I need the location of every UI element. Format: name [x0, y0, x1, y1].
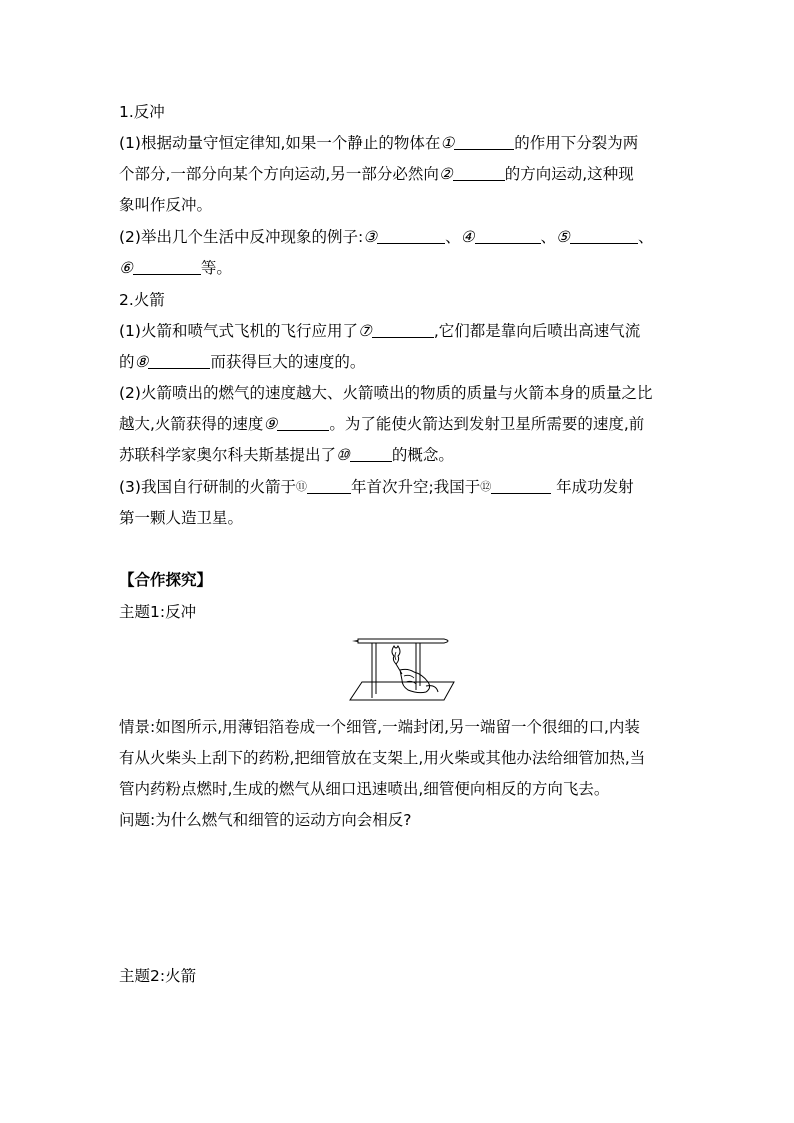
section2-heading: 2.火箭	[119, 291, 165, 309]
section1-heading: 1.反冲	[119, 103, 165, 121]
blank-7[interactable]	[372, 321, 434, 338]
scenario-line2: 有从火柴头上刮下的药粉,把细管放在支架上,用火柴或其他办法给细管加热,当	[119, 749, 646, 767]
section1-p1-line2: 个部分,一部分向某个方向运动,另一部分必然向② 的方向运动,这种现	[119, 165, 634, 183]
topic2-title: 主题2:火箭	[119, 967, 197, 985]
blank-3[interactable]	[377, 227, 445, 244]
question: 问题:为什么燃气和细管的运动方向会相反?	[119, 811, 412, 829]
marker-7: ⑦	[357, 322, 372, 340]
cooperation-heading: 【合作探究】	[119, 571, 213, 589]
blank-8[interactable]	[148, 352, 210, 369]
section2-p3-line1: (3)我国自行研制的火箭于⑪ 年首次升空;我国于⑫ 年成功发射	[119, 478, 634, 496]
section1-p2-line1: (2)举出几个生活中反冲现象的例子:③ 、④ 、⑤ 、	[119, 228, 654, 246]
section2-p2-line2: 越大,火箭获得的速度⑨ 。为了能使火箭达到发射卫星所需要的速度,前	[119, 415, 645, 433]
section2-p1-line2: 的⑧ 而获得巨大的速度的。	[119, 353, 366, 371]
blank-6[interactable]	[133, 258, 201, 275]
blank-1[interactable]	[454, 133, 514, 150]
section2-p2-line1: (2)火箭喷出的燃气的速度越大、火箭喷出的物质的质量与火箭本身的质量之比	[119, 384, 653, 402]
marker-9: ⑨	[263, 415, 278, 433]
section1-p1-line1: (1)根据动量守恒定律知,如果一个静止的物体在① 的作用下分裂为两	[119, 134, 639, 152]
blank-9[interactable]	[277, 414, 329, 431]
marker-10: ⑩	[336, 446, 350, 464]
marker-6: ⑥	[119, 259, 133, 277]
marker-12: ⑫	[480, 480, 492, 493]
blank-11[interactable]	[307, 477, 351, 494]
blank-4[interactable]	[475, 227, 541, 244]
blank-2[interactable]	[453, 164, 505, 181]
topic1-title: 主题1:反冲	[119, 603, 197, 621]
scenario-line1: 情景:如图所示,用薄铝箔卷成一个细管,一端封闭,另一端留一个很细的口,内装	[119, 718, 640, 736]
section1-p1-line3: 象叫作反冲。	[119, 196, 213, 214]
marker-2: ②	[438, 165, 453, 183]
marker-5: ⑤	[556, 228, 570, 246]
marker-11: ⑪	[295, 480, 307, 493]
blank-12[interactable]	[491, 477, 551, 494]
scenario-line3: 管内药粉点燃时,生成的燃气从细口迅速喷出,细管便向相反的方向飞去。	[119, 780, 610, 798]
section2-p2-line3: 苏联科学家奥尔科夫斯基提出了⑩ 的概念。	[119, 446, 454, 464]
blank-5[interactable]	[570, 227, 638, 244]
marker-3: ③	[363, 228, 378, 246]
blank-10[interactable]	[350, 445, 392, 462]
marker-1: ①	[440, 134, 455, 152]
section2-p3-line2: 第一颗人造卫星。	[119, 509, 244, 527]
marker-4: ④	[460, 228, 475, 246]
section2-p1-line1: (1)火箭和喷气式飞机的飞行应用了⑦ ,它们都是靠向后喷出高速气流	[119, 322, 641, 340]
recoil-apparatus-figure	[348, 630, 458, 704]
marker-8: ⑧	[134, 353, 149, 371]
section1-p2-line2: ⑥ 等。	[119, 259, 232, 277]
